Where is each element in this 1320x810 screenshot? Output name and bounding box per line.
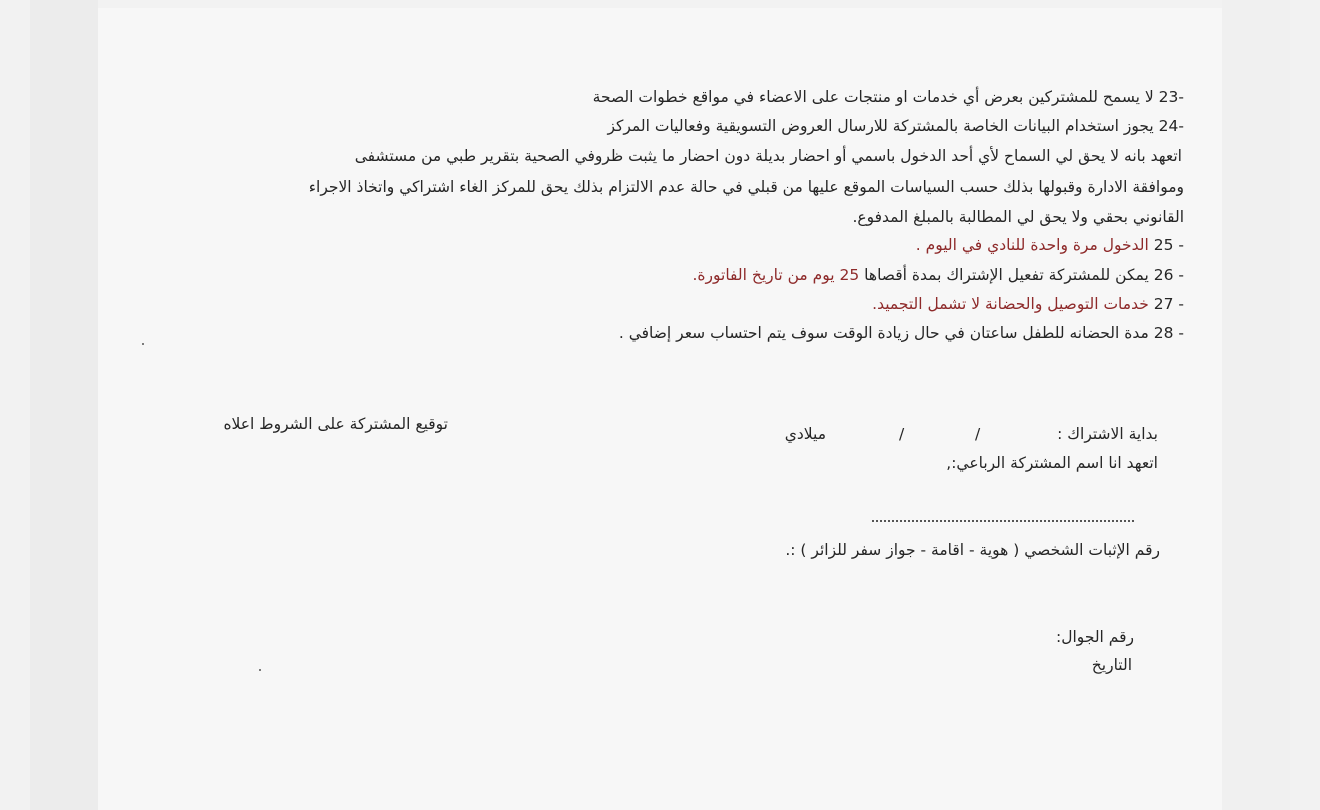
term-25 [916, 235, 1184, 255]
term-26 [692, 265, 1184, 285]
id-label: رقم الإثبات الشخصي ( هوية - اقامة - جواز سفر للزائر ) :. [785, 541, 1160, 559]
scan-speck [142, 343, 144, 345]
term-text: خدمات التوصيل والحضانة لا تشمل التجميد. [872, 295, 1149, 313]
signature-label: توقيع المشتركة على الشروط اعلاه [223, 415, 448, 433]
scan-right-margin [1222, 0, 1290, 810]
date-separator: / [975, 425, 981, 443]
pledge-line-3: القانوني بحقي ولا يحق لي المطالبة بالمبلغ المدفوع. [852, 208, 1184, 226]
subscription-start-label: بداية الاشتراك : [1057, 425, 1158, 443]
term-23 [593, 87, 1184, 107]
term-text: الدخول مرة واحدة للنادي في اليوم . [915, 236, 1149, 254]
name-pledge-label: اتعهد انا اسم المشتركة الرباعي:, [946, 454, 1158, 472]
name-entry-line [872, 520, 1134, 522]
term-27 [872, 294, 1184, 314]
term-number: 23- [1158, 88, 1184, 106]
term-number: 28 - [1153, 324, 1184, 342]
term-number: 26 - [1153, 266, 1184, 284]
pledge-line-2: وموافقة الادارة وقبولها بذلك حسب السياسات الموقع عليها من قبلي في حالة عدم الالتزام بذلك يحق للمركز الغاء اشتراكي واتخاذ الاجراء [308, 178, 1184, 196]
date-separator: / [899, 425, 905, 443]
pledge-line-1: اتعهد بانه لا يحق لي السماح لأي أحد الدخول باسمي أو احضار بديلة دون احضار ما يثبت ظروفي الصحية بتقرير طبي من مستشفى [354, 147, 1182, 165]
term-text: يمكن للمشتركة تفعيل الإشتراك بمدة أقصاها [864, 266, 1149, 284]
term-28 [619, 323, 1184, 343]
term-number: 25 - [1153, 236, 1184, 254]
mobile-label: رقم الجوال: [1056, 628, 1134, 646]
term-highlight: 25 يوم من تاريخ الفاتورة. [692, 266, 860, 284]
term-text: يجوز استخدام البيانات الخاصة بالمشتركة للارسال العروض التسويقية وفعاليات المركز [607, 117, 1154, 135]
date-label: التاريخ [1091, 656, 1132, 674]
term-text: مدة الحضانه للطفل ساعتان في حال زيادة الوقت سوف يتم احتساب سعر إضافي . [618, 324, 1149, 342]
scan-speck [259, 669, 261, 671]
term-24 [607, 116, 1184, 136]
scan-left-margin [30, 0, 98, 810]
term-text: لا يسمح للمشتركين بعرض أي خدمات او منتجات على الاعضاء في مواقع خطوات الصحة [592, 88, 1154, 106]
term-number: 24- [1158, 117, 1184, 135]
calendar-label: ميلادي [784, 425, 826, 443]
term-number: 27 - [1153, 295, 1184, 313]
